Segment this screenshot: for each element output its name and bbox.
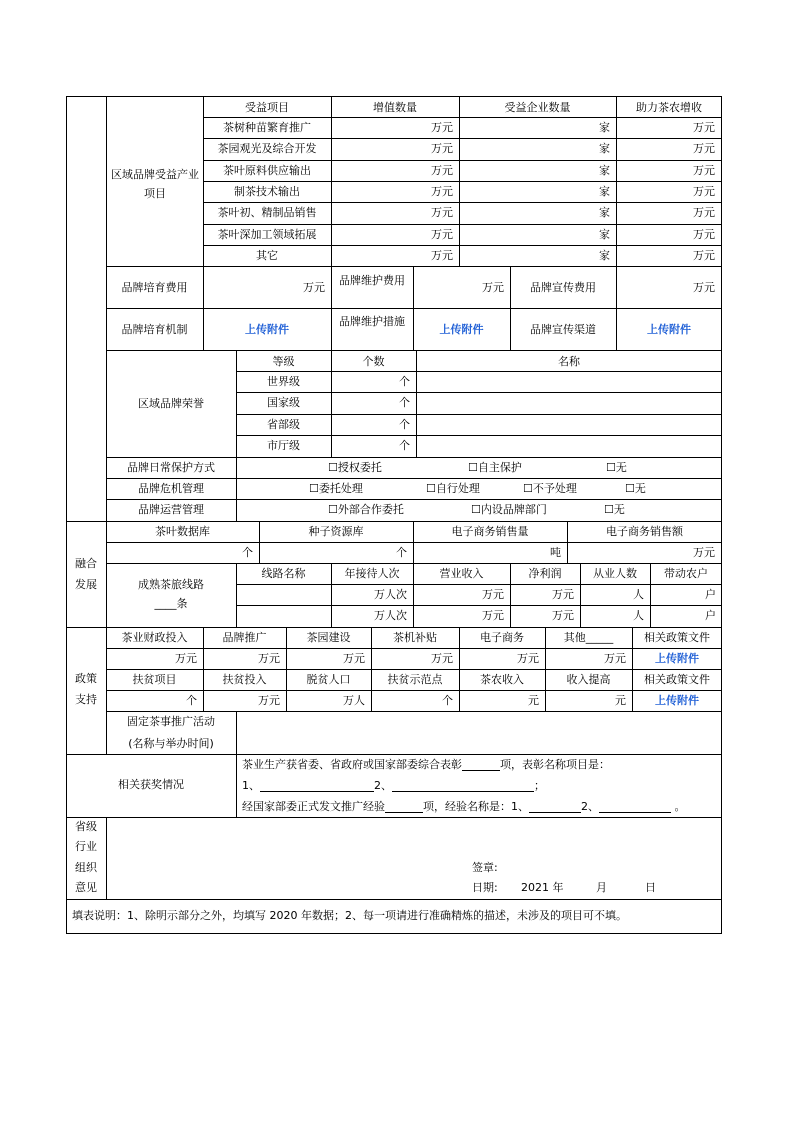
route-unit: 万元 — [482, 588, 504, 601]
honor-header-level: 等级 — [272, 355, 295, 368]
benefit-row-label: 茶叶初、精制品销售 — [217, 206, 317, 219]
operation-option-none[interactable]: ☐无 — [604, 503, 625, 516]
policy-unit-1: 万元 — [517, 652, 539, 665]
cultivation-cost-label: 品牌培育费用 — [121, 281, 188, 294]
benefit-row-value-unit: 万元 — [431, 121, 453, 134]
route-count: ____条 — [154, 597, 188, 610]
policy-unit-2: 万人 — [343, 694, 365, 707]
promotion-cost-unit: 万元 — [693, 281, 715, 294]
route-unit: 万元 — [552, 609, 574, 622]
benefit-row-label: 茶叶深加工领域拓展 — [217, 228, 317, 241]
benefit-row-value-unit: 万元 — [431, 164, 453, 177]
protection-option-none[interactable]: ☐无 — [606, 461, 627, 474]
policy-unit-2: 个 — [186, 694, 197, 707]
crisis-option-delegate[interactable]: ☐委托处理 — [309, 482, 363, 495]
policy-header-2: 扶贫示范点 — [387, 673, 443, 686]
policy-unit-1: 万元 — [258, 652, 280, 665]
fusion-header-tea-db: 茶叶数据库 — [155, 525, 210, 538]
awards-label: 相关获奖情况 — [118, 778, 184, 791]
route-unit: 万元 — [482, 609, 504, 622]
policy-header-1: 品牌推广 — [222, 631, 267, 644]
route-unit: 万人次 — [374, 588, 407, 601]
awards-line-2: 1、 2、 ； — [242, 779, 545, 792]
benefit-row-income-unit: 万元 — [693, 185, 715, 198]
policy-unit-2: 万元 — [258, 694, 280, 707]
awards-line-3: 经国家部委正式发文推广经验 项，经验名称是：1、 2、 。 — [242, 800, 686, 813]
policy-header-1: 茶园建设 — [306, 631, 351, 644]
activity-label-1: 固定茶事推广活动 — [127, 715, 215, 728]
policy-header-2: 相关政策文件 — [644, 673, 710, 686]
honor-count-unit: 个 — [399, 439, 410, 452]
benefit-row-value-unit: 万元 — [431, 249, 453, 262]
route-header: 年接待人次 — [344, 567, 400, 580]
route-header: 带动农户 — [664, 567, 708, 580]
benefit-row-company-unit: 家 — [599, 121, 610, 134]
policy-header-1: 茶业财政投入 — [121, 631, 188, 644]
benefit-row-label: 制茶技术输出 — [234, 185, 300, 198]
maintenance-cost-unit: 万元 — [482, 281, 504, 294]
honor-level: 市厅级 — [267, 439, 300, 452]
crisis-label: 品牌危机管理 — [138, 482, 204, 495]
policy-unit-2: 个 — [442, 694, 453, 707]
fill-note: 填表说明：1、除明示部分之外，均填写 2020 年数据；2、每一项请进行准确精炼的描述，未涉及的项目可不填。 — [72, 909, 627, 922]
route-unit: 人 — [633, 588, 644, 601]
honor-label: 区域品牌荣誉 — [138, 397, 204, 410]
route-unit: 人 — [633, 609, 644, 622]
benefit-row-value-unit: 万元 — [431, 185, 453, 198]
policy-header-1: 茶机补贴 — [393, 631, 437, 644]
benefit-row-value-unit: 万元 — [431, 142, 453, 155]
policy-header-2: 脱贫人口 — [306, 673, 351, 686]
benefit-row-company-unit: 家 — [599, 142, 610, 155]
policy-unit-2: 元 — [528, 694, 539, 707]
cultivation-cost-unit: 万元 — [303, 281, 325, 294]
date-day: 日 — [645, 881, 656, 894]
upload-promotion-button[interactable]: 上传附件 — [647, 323, 691, 336]
benefit-row-income-unit: 万元 — [693, 121, 715, 134]
opinion-label-4: 意见 — [75, 881, 97, 894]
policy-unit-1: 万元 — [431, 652, 453, 665]
route-header: 从业人数 — [593, 567, 637, 580]
benefit-row-company-unit: 家 — [599, 164, 610, 177]
benefit-row-company-unit: 家 — [599, 249, 610, 262]
promotion-channel-label: 品牌宣传渠道 — [530, 323, 596, 336]
operation-label: 品牌运营管理 — [138, 503, 204, 516]
upload-policy-file-button[interactable]: 上传附件 — [655, 652, 699, 665]
fusion-header-seed-db: 种子资源库 — [308, 525, 364, 538]
policy-header-1: 其他_____ — [563, 631, 614, 644]
opinion-label-1: 省级 — [75, 820, 97, 833]
fusion-unit-tea-db: 个 — [242, 546, 253, 559]
honor-level: 世界级 — [267, 375, 300, 388]
crisis-option-ignore[interactable]: ☐不予处理 — [523, 482, 577, 495]
benefit-row-income-unit: 万元 — [693, 206, 715, 219]
route-label: 成熟茶旅线路 — [138, 578, 204, 591]
policy-header-2: 扶贫投入 — [222, 673, 267, 686]
policy-unit-2: 元 — [615, 694, 626, 707]
benefit-row-income-unit: 万元 — [693, 228, 715, 241]
crisis-option-none[interactable]: ☐无 — [625, 482, 646, 495]
fusion-label-2: 发展 — [75, 578, 97, 591]
upload-maintenance-button[interactable]: 上传附件 — [439, 323, 484, 336]
crisis-option-self[interactable]: ☐自行处理 — [426, 482, 480, 495]
opinion-label-2: 行业 — [75, 840, 97, 853]
route-unit: 户 — [705, 609, 716, 622]
col-header-value: 增值数量 — [373, 101, 417, 114]
honor-level: 省部级 — [267, 418, 300, 431]
benefit-row-value-unit: 万元 — [431, 206, 453, 219]
benefit-row-value-unit: 万元 — [431, 228, 453, 241]
fusion-unit-seed-db: 个 — [396, 546, 407, 559]
opinion-label-3: 组织 — [75, 861, 97, 874]
operation-option-internal[interactable]: ☐内设品牌部门 — [471, 503, 547, 516]
col-header-companies: 受益企业数量 — [504, 101, 571, 114]
route-unit: 万人次 — [374, 609, 407, 622]
honor-header-name: 名称 — [558, 355, 580, 368]
route-header: 营业收入 — [439, 567, 484, 580]
honor-count-unit: 个 — [399, 375, 410, 388]
honor-level: 国家级 — [267, 396, 300, 409]
policy-unit-1: 万元 — [343, 652, 365, 665]
promotion-cost-label: 品牌宣传费用 — [530, 281, 596, 294]
awards-line-1: 茶业生产获省委、省政府或国家部委综合表彰 项，表彰名称项目是： — [242, 758, 610, 771]
benefit-row-company-unit: 家 — [599, 185, 610, 198]
cultivation-mech-label: 品牌培育机制 — [121, 323, 188, 336]
fusion-label-1: 融合 — [75, 557, 97, 570]
activity-label-2: (名称与举办时间) — [128, 737, 214, 750]
policy-label-1: 政策 — [75, 672, 97, 685]
benefit-row-income-unit: 万元 — [693, 164, 715, 177]
upload-cultivation-button[interactable]: 上传附件 — [245, 323, 289, 336]
maintenance-measures-label: 品牌维护措施 — [339, 315, 405, 328]
policy-unit-1: 万元 — [604, 652, 626, 665]
protection-label: 品牌日常保护方式 — [127, 461, 215, 474]
policy-header-1: 相关政策文件 — [644, 631, 710, 644]
route-unit: 户 — [705, 588, 716, 601]
date-month: 月 — [596, 881, 607, 894]
benefit-row-label: 茶叶原料供应输出 — [223, 164, 311, 177]
date-label: 日期: — [472, 881, 498, 894]
policy-header-2: 收入提高 — [566, 673, 611, 686]
benefit-row-income-unit: 万元 — [693, 142, 715, 155]
fusion-header-ecom-sales: 电子商务销售额 — [606, 525, 683, 538]
route-header: 净利润 — [528, 567, 562, 580]
route-unit: 万元 — [552, 588, 574, 601]
operation-option-external[interactable]: ☐外部合作委托 — [328, 503, 404, 516]
protection-option-self[interactable]: ☐自主保护 — [468, 461, 522, 474]
brand-benefit-label: 区域品牌受益产业项目 — [111, 168, 199, 200]
fusion-unit-ecom-sales: 万元 — [693, 546, 715, 559]
policy-header-2: 茶农收入 — [480, 673, 524, 686]
policy-unit-1: 万元 — [175, 652, 197, 665]
benefit-row-income-unit: 万元 — [693, 249, 715, 262]
benefit-row-company-unit: 家 — [599, 228, 610, 241]
route-header: 线路名称 — [261, 567, 306, 580]
maintenance-cost-label: 品牌维护费用 — [339, 274, 405, 287]
benefit-row-label: 茶树种苗繁育推广 — [223, 121, 311, 134]
benefit-row-label: 茶园观光及综合开发 — [217, 142, 317, 155]
date-year: 2021 年 — [521, 881, 564, 894]
policy-header-2: 扶贫项目 — [132, 673, 177, 686]
protection-option-authorize[interactable]: ☐授权委托 — [328, 461, 382, 474]
fusion-unit-ecom-volume: 吨 — [550, 546, 561, 559]
fusion-header-ecom-volume: 电子商务销售量 — [451, 525, 529, 538]
col-header-income: 助力茶农增收 — [636, 101, 702, 114]
policy-header-1: 电子商务 — [480, 631, 524, 644]
signature-label: 签章: — [472, 861, 498, 874]
col-header-project: 受益项目 — [245, 101, 289, 114]
honor-header-count: 个数 — [362, 355, 385, 368]
honor-count-unit: 个 — [399, 396, 410, 409]
honor-count-unit: 个 — [399, 418, 410, 431]
policy-label-2: 支持 — [75, 693, 97, 706]
upload-poverty-file-button[interactable]: 上传附件 — [655, 694, 699, 707]
benefit-row-label: 其它 — [256, 249, 278, 262]
benefit-row-company-unit: 家 — [599, 206, 610, 219]
